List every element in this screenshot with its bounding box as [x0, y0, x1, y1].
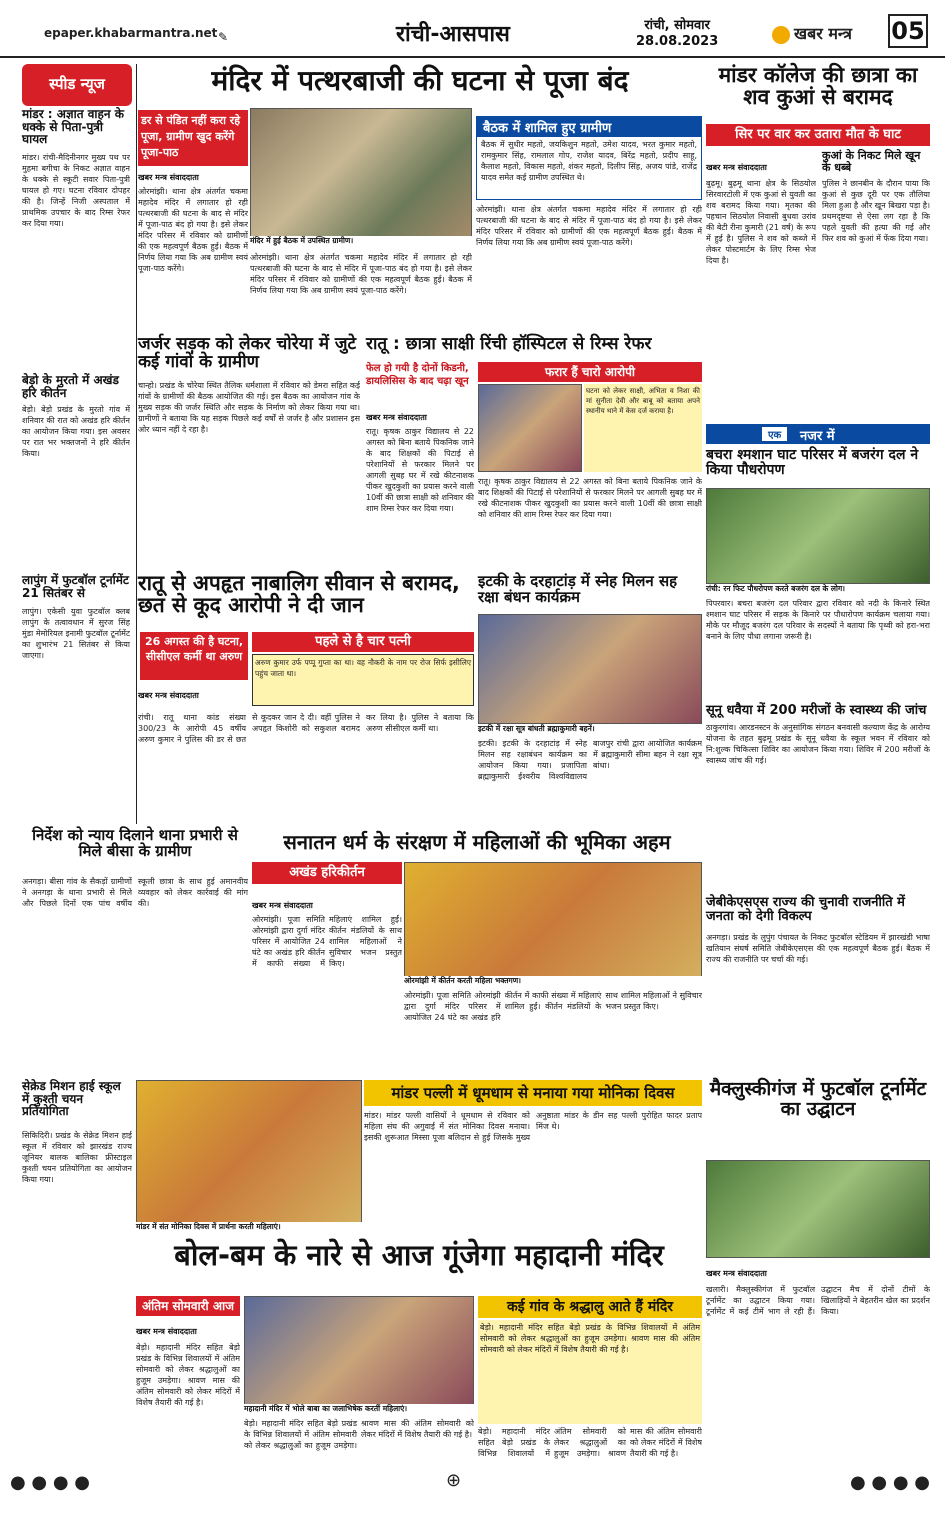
- bolbam-deck: अंतिम सोमवारी आज: [136, 1296, 240, 1316]
- hospital-photo: [478, 384, 582, 472]
- sanatan-body: ओरमांझी। पूजा समिति ओरमांझी द्वारा दुर्गा मंदिर परिसर में आयोजित 24 घंटे का अखंड हरि कीर्तन में काफी संख्या में महिलाएं शामिल हुईं। कीर्तन मंडलियों के साथ शामिल महिलाओं ने सुविचार भजन प्रस्तुत किए।: [252, 915, 402, 968]
- rakhi-caption: इटकी में रक्षा सूत्र बांधती ब्रह्माकुमारी बहनें।: [478, 724, 702, 736]
- ratu-byline: खबर मन्त्र संवाददाता: [366, 413, 427, 422]
- jbkss-body: अनगड़ा। प्रखंड के लुपुंग पंचायत के निकट फुटबॉल स्टेडियम में झारखंडी भाषा खतियान संघर्ष समिति जेबीकेएसएस की एक महत्वपूर्ण बैठक हुई। बैठक में राज्य की राजनीति पर चर्चा की गई।: [706, 933, 930, 964]
- left-headline-5: सेक्रेड मिशन हाई स्कूल में कुश्ती चयन प्रतियोगिता: [22, 1079, 121, 1119]
- ratu-side-deck: फेल हो गयी है दोनों किडनी, डायलिसिस के बाद चढ़ा खून: [366, 363, 469, 387]
- mandar-subhead: कुआं के निकट मिले खून के धब्बे: [822, 149, 921, 174]
- mandar-byline: खबर मन्त्र संवाददाता: [706, 163, 767, 172]
- main-body-2: ओरमांझी। थाना क्षेत्र अंतर्गत चकमा महादेव मंदिर में लगातार हो रही पत्थरबाजी की घटना के बाद से मंदिर में पूजा-पाठ बंद हो गया है। इसे लेकर मंदिर परिसर में रविवार को ग्रामीणों की एक महत्वपूर्ण बैठक हुई। बैठक में निर्णय लिया गया कि अब ग्रामीण स्वयं पूजा-पाठ करेंगे।: [250, 253, 472, 295]
- date-day: रांची, सोमवार: [644, 18, 710, 33]
- nazar-band: [706, 424, 930, 444]
- main-body-3: ओरमांझी। थाना क्षेत्र अंतर्गत चकमा महादेव मंदिर में लगातार हो रही पत्थरबाजी की घटना के बाद से मंदिर में पूजा-पाठ बंद हो गया है। इसे लेकर मंदिर परिसर में रविवार को ग्रामीणों की एक महत्वपूर्ण बैठक हुई। बैठक में निर्णय लिया गया कि अब ग्रामीण स्वयं पूजा-पाठ करेंगे।: [476, 205, 702, 247]
- football-body: खलारी। मैक्लुस्कीगंज में फुटबॉल टूर्नामेंट का उद्घाटन किया गया। टूर्नामेंट में कई टीमें भाग ले रही हैं। उद्घाटन मैच में दोनों टीमों के खिलाड़ियों ने बेहतरीन खेल का प्रदर्शन किया।: [706, 1285, 930, 1316]
- ratu2-body: रांची। रातू थाना कांड संख्या 300/23 के आरोपी 45 वर्षीय अरुण कुमार ने पुलिस की डर से छत से कूदकर जान दे दी। वहीं पुलिस ने अपहृत किशोरी को सकुशल बरामद कर लिया है। पुलिस ने बताया कि अरुण सीसीएल कर्मी था।: [138, 713, 474, 744]
- football-byline: खबर मन्त्र संवाददाता: [706, 1269, 767, 1278]
- kirtan-caption: ओरमांझी में कीर्तन करती महिला भक्तगण।: [404, 976, 702, 988]
- ratu-body-2: रातू। कृषक ठाकुर विद्यालय से 22 अगस्त को बिना बताये पिकनिक जाने के बाद शिक्षकों की पिटाई से परेशानियों से फरकार मिलने पर आगली सुबह घर में रखे कीटनाशक पीकर खुदकुशी का प्रयास करने वाली 10वीं की छात्रा साक्षी को शनिवार की शाम रिम्स रेफर कर दिया गया।: [478, 477, 702, 519]
- ratu-headline: रातू : छात्रा साक्षी रिंची हॉस्पिटल से रिम्स रेफर: [366, 334, 652, 354]
- nazar-headline: बचरा श्मशान घाट परिसर में बजरंग दल ने किया पौधरोपण: [706, 447, 919, 478]
- sunu-headline: सूनू धवैया में 200 मरीजों के स्वास्थ्य की जांच: [706, 703, 927, 718]
- hospital-photo-text: घटना को लेकर साक्षी, अभिता व निशा की मां सुनीता देवी और बाबू को बताया अपने स्थानीय थाने में केस दर्ज कराया है।: [584, 384, 702, 472]
- mandar-deck: सिर पर वार कर उतारा मौत के घाट: [706, 124, 930, 146]
- ratu2-byline: खबर मन्त्र संवाददाता: [138, 691, 199, 700]
- bolbam-box-title: कई गांव के श्रद्धालु आते हैं मंदिर: [478, 1296, 702, 1318]
- bolbam-body-3: बेड़ो। महादानी मंदिर सहित बेड़ो प्रखंड के विभिन्न शिवालयों में अंतिम सोमवारी को लेकर श्रद्धालुओं का हुजूम उमड़ेगा। श्रावण मास की अंतिम सोमवारी को लेकर मंदिरों में विशेष तैयारी की गई है।: [478, 1427, 702, 1458]
- monica-photo: [136, 1080, 362, 1224]
- jarjar-body: चान्हो। प्रखंड के चोरेया स्थित तैलिक धर्मशाला में रविवार को डेमरा सहित कई गांवों के ग्रामीणों की बैठक आयोजित की गई। इस बैठक का आयोजन गांव के मुख्य सड़क की जर्जर स्थिति और सड़क के निर्माण को लेकर किया गया था। ग्रामीणों ने बताया कि यह सड़क पिछले कई वर्षों से जर्जर है और प्रशासन इस ओर ध्यान नहीं दे रहा है।: [138, 381, 360, 434]
- itki-body: इटकी। इटकी के दरहाटांड़ में स्नेह मिलन सह रक्षाबंधन कार्यक्रम का आयोजन किया गया। प्रजापिता ब्रह्माकुमारी ईश्वरीय विश्वविद्यालय बाजपुर रांची द्वारा आयोजित कार्यक्रम में ब्रह्माकुमारी सीमा बहन ने रक्षा सूत्र बांधा।: [478, 739, 702, 781]
- jbkss-headline: जेबीकेएसएस राज्य की चुनावी राजनीति में जनता को देगी विकल्प: [706, 895, 905, 924]
- mandar-body: बुढ़मू। बुढ़मू थाना क्षेत्र के सिठयोल सिरवारटोली में एक कुआं से युवती का शव बरामद किया गया। मृतका की पहचान सिठयोल निवासी बुधवा उरांव की बेटी रीना कुमारी (21 वर्ष) के रूप में हुई है। पुलिस ने शव को कब्जे में लेकर पोस्टमार्टम के लिए रिम्स भेज दिया है।: [706, 179, 816, 265]
- kirtan-photo: [404, 862, 702, 984]
- meeting-attendees-box: [476, 116, 702, 200]
- meeting-photo-caption: मंदिर में हुई बैठक में उपस्थित ग्रामीण।: [250, 236, 472, 248]
- mahadani-photo: [244, 1296, 474, 1406]
- meeting-photo: [250, 108, 472, 246]
- brand-name: खबर मन्त्र: [794, 24, 852, 43]
- attendees-box-title: बैठक में शामिल हुए ग्रामीण: [477, 117, 701, 137]
- plantation-photo: [706, 488, 930, 584]
- sanatan-deck: अखंड हरिकीर्तन: [252, 862, 402, 884]
- registration-mark-center: ⊕: [446, 1470, 462, 1491]
- main-byline: खबर मन्त्र संवाददाता: [138, 173, 199, 182]
- ratu2-headline: रातू से अपहृत नाबालिग सीवान से बरामद, छत से कूद आरोपी ने दी जान: [138, 571, 460, 618]
- jarjar-headline: जर्जर सड़क को लेकर चोरेया में जुटे कई गांवों के ग्रामीण: [138, 334, 357, 372]
- ratu-body: रातू। कृषक ठाकुर विद्यालय से 22 अगस्त को बिना बताये पिकनिक जाने के बाद शिक्षकों की पिटाई से परेशानियों से फरकार मिलने पर आगली सुबह घर में रखे कीटनाशक पीकर खुदकुशी का प्रयास करने वाली 10वीं की छात्रा साक्षी को शनिवार की शाम रिम्स रेफर कर दिया गया।: [366, 427, 474, 513]
- bolbam-headline: बोल-बम के नारे से आज गूंजेगा महादानी मंदिर: [174, 1238, 664, 1272]
- football-photo: [706, 1160, 930, 1258]
- main-headline: मंदिर में पत्थरबाजी की घटना से पूजा बंद: [211, 64, 629, 97]
- rakhi-photo: [478, 614, 702, 724]
- cursor-icon: ✎: [218, 30, 229, 44]
- left-headline-1: मांडर : अज्ञात वाहन के धक्के से पिता-पुत्री घायल: [22, 107, 124, 147]
- mahadani-caption: महादानी मंदिर में भोले बाबा का जलाभिषेक करतीं महिलाएं।: [244, 1404, 474, 1416]
- left-body-3: लापुंग। एकेसी युवा फुटबॉल क्लब लापुंग के तत्वावधान में सुरज सिंह मुंडा मेमोरियल इनामी फुटबॉल टूर्नामेंट का शुभारंभ 21 सितंबर से किया जाएगा।: [22, 607, 130, 660]
- attendees-box-body: बैठक में सुधीर महतो, जयकिशुन महतो, उमेश यादव, भरत कुमार महतो, रामकुमार सिंह, रामलाल गोप, राजेश यादव, बिरेंद्र महतो, प्रदीप साहू, कैलाश महतो, विकास महतो, शंकर महतो, दिलीप सिंह, अजय पांडे, राजेंद्र यादव समेत कई ग्रामीण उपस्थित थे।: [481, 140, 697, 182]
- left-body-2: बेड़ो। बेड़ो प्रखंड के मुरतो गांव में शनिवार की रात को अखंड हरि कीर्तन का आयोजन किया गया। इस अवसर पर रात भर भक्तजनों ने हरि कीर्तन किया।: [22, 405, 130, 458]
- speed-news-logo: स्पीड न्यूज: [22, 64, 132, 106]
- ratu2-redbar: पहले से है चार पत्नी: [252, 632, 474, 652]
- left-body-5: सिकिदिरी। प्रखंड के सेक्रेड मिशन हाई स्कूल में रविवार को झारखंड राज्य जूनियर बालक बालिका फ्रीस्टाइल कुश्ती चयन प्रतियोगिता का आयोजन किया गया।: [22, 1131, 132, 1184]
- mandar-headline: मांडर कॉलेज की छात्रा का शव कुआं से बरामद: [718, 63, 918, 110]
- football-headline: मैक्लुस्कीगंज में फुटबॉल टूर्नामेंट का उद्घाटन: [709, 1078, 927, 1120]
- bolbam-body-2: बेड़ो। महादानी मंदिर सहित बेड़ो प्रखंड के विभिन्न शिवालयों में अंतिम सोमवारी को लेकर श्रद्धालुओं का हुजूम उमड़ेगा। श्रावण मास की अंतिम सोमवारी को लेकर मंदिरों में विशेष तैयारी की गई है।: [244, 1419, 474, 1450]
- section-title: रांची-आसपास: [396, 22, 510, 47]
- page-header: [0, 0, 945, 58]
- nazar-body: पिपरवार। बचरा बजरंग दल परिवार द्वारा रविवार को नदी के किनारे स्थित श्मशान घाट परिसर में सड़क के किनारे पर पौधारोपण कार्यक्रम चलाया गया। मौके पर मौजूद बजरंग दल परिवार के सदस्यों ने बताया कि पृथ्वी को हरा-भरा बनाने के लिए पौधा लगाना जरूरी है।: [706, 599, 930, 641]
- column-rule: [136, 64, 137, 824]
- itki-headline: इटकी के दरहाटांड़ में स्नेह मिलन सह रक्षा बंधन कार्यक्रम: [478, 572, 678, 606]
- sunu-body: ठाकुरगांव। आरडनस्टन के अनुसांगिक संगठन बनवासी कल्याण केंद्र के आरोग्य योजना के तहत बुढ़मू प्रखंड के सूनू धवैया के स्कूल भवन में रविवार को नि:शुल्क चिकित्सा शिविर का आयोजन किया गया। शिविर में 200 मरीजों के स्वास्थ्य जांच की गई।: [706, 723, 930, 765]
- left-headline-3: लापुंग में फुटबॉल टूर्नामेंट 21 सितंबर से: [22, 573, 129, 600]
- main-body-1: ओरमांझी। थाना क्षेत्र अंतर्गत चकमा महादेव मंदिर में लगातार हो रही पत्थरबाजी की घटना के बाद से मंदिर में पूजा-पाठ बंद हो गया है। इसे लेकर मंदिर परिसर में रविवार को ग्रामीणों की एक महत्वपूर्ण बैठक हुई। बैठक में निर्णय लिया गया कि अब ग्रामीण स्वयं पूजा-पाठ करेंगे।: [138, 187, 248, 273]
- ratu-redbar: फरार हैं चारो आरोपी: [478, 362, 702, 382]
- left-body-4: अनगड़ा। बीसा गांव के सैकड़ों ग्रामीणों ने अनगड़ा के थाना प्रभारी से मिले और पिछले दिनों एक पांच वर्षीय स्कूली छात्रा के साथ हुई अमानवीय व्यवहार को लेकर कार्रवाई की मांग की।: [22, 877, 248, 908]
- date-block: [636, 18, 718, 50]
- bolbam-body: बेड़ो। महादानी मंदिर सहित बेड़ो प्रखंड के विभिन्न शिवालयों में अंतिम सोमवारी को लेकर श्रद्धालुओं का हुजूम उमड़ेगा। श्रावण मास की अंतिम सोमवारी को लेकर मंदिरों में विशेष तैयारी की गई है।: [136, 1343, 240, 1407]
- bolbam-byline: खबर मन्त्र संवाददाता: [136, 1327, 197, 1336]
- mandar-pally-body: मांडर। मांडर पल्ली वासियों ने धूमधाम से रविवार को महिला संघ की अगुवाई में संत मोनिका दिवस मनाया। इसकी शुरूआत मिस्सा पूजा बलिदान से हुई जिसके मुख्य अनुष्ठाता मांडर के डीन सह पल्ली पुरोहित फादर प्रताप मिंज थे।: [364, 1111, 702, 1142]
- site-url[interactable]: epaper.khabarmantra.net: [44, 26, 218, 40]
- mandar-body-2: पुलिस ने छानबीन के दौरान पाया कि कुआं से कुछ दूरी पर एक तौलिया मिला हुआ है और खून बिखरा पड़ा है। प्रथमदृष्टया से ऐसा लग रहा है कि पहले युवती की हत्या की गई और फिर शव को कुआं में फेंक दिया गया।: [822, 179, 930, 243]
- sanatan-byline: खबर मन्त्र संवाददाता: [252, 901, 313, 910]
- left-headline-4: निर्देश को न्याय दिलाने थाना प्रभारी से मिले बीसा के ग्रामीण: [32, 826, 238, 860]
- page-number: 05: [888, 14, 928, 48]
- ratu2-quote: अरुण कुमार उर्फ पप्पू गुप्ता का था। वह नौकरी के नाम पर रोज सिर्फ इसीलिए पहुंच जाता था।: [252, 654, 474, 706]
- sanatan-headline: सनातन धर्म के संरक्षण में महिलाओं की भूमिका अहम: [283, 830, 671, 854]
- monica-caption: मांडर में संत मोनिका दिवस में प्रार्थना करती महिलाएं।: [136, 1222, 362, 1234]
- registration-mark-right: ● ● ● ●: [850, 1472, 930, 1493]
- left-headline-2: बेड़ो के मुरतो में अखंड हरि कीर्तन: [22, 373, 119, 400]
- bolbam-box-body: बेड़ो। महादानी मंदिर सहित बेड़ो प्रखंड के विभिन्न शिवालयों में अंतिम सोमवारी को लेकर श्रद्धालुओं का हुजूम उमड़ेगा। श्रावण मास की अंतिम सोमवारी को लेकर मंदिरों में विशेष तैयारी की गई है।: [478, 1320, 702, 1424]
- date-value: 28.08.2023: [636, 34, 719, 49]
- ratu2-deck: 26 अगस्त की है घटना, सीसीएल कर्मी था अरुण: [140, 632, 248, 680]
- main-deck: डर से पंडित नहीं करा रहे पूजा, ग्रामीण खुद करेंगे पूजा-पाठ: [138, 110, 248, 166]
- plantation-caption: रांची: रन फिट पौधरोपण करते बजरंग दल के लोग।: [706, 584, 930, 596]
- nazar-label: एक: [762, 427, 787, 441]
- brand-icon: [772, 26, 790, 44]
- nazar-title: नजर में: [800, 429, 835, 444]
- brand-logo: [772, 22, 852, 44]
- mandar-pally-headline: मांडर पल्ली में धूमधाम से मनाया गया मोनिका दिवस: [364, 1080, 702, 1106]
- sanatan-body-2: ओरमांझी। पूजा समिति ओरमांझी द्वारा दुर्गा मंदिर परिसर में आयोजित 24 घंटे का अखंड हरि कीर्तन में काफी संख्या में महिलाएं शामिल हुईं। कीर्तन मंडलियों के साथ शामिल महिलाओं ने सुविचार भजन प्रस्तुत किए।: [404, 991, 702, 1022]
- left-body-1: मांडर। रांची-मैदिनीनगर मुख्य पथ पर मुहमा बगीचा के निकट अज्ञात वाहन के धक्के से स्कूटी सवार पिता-पुत्री घायल हो गए। घटना रविवार दोपहर की है। जिन्हें निजी अस्पताल में प्राथमिक उपचार के बाद रिम्स रेफर कर दिया गया।: [22, 153, 130, 228]
- registration-mark-left: ● ● ● ●: [10, 1472, 90, 1493]
